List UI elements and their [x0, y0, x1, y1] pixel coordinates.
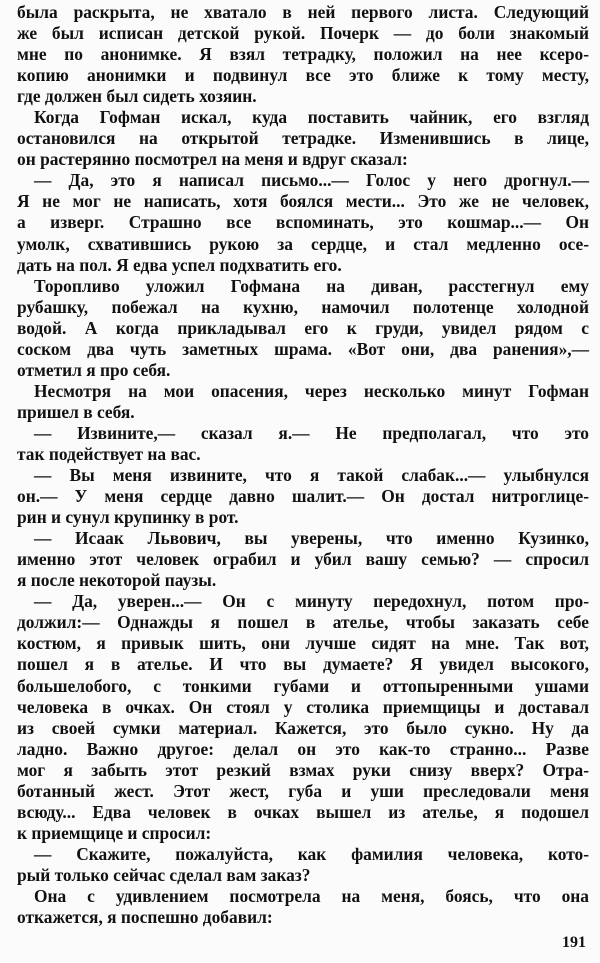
text-line: же был исписан детской рукой. Почерк — до боли знакомый [17, 23, 589, 44]
text-line: ладно. Важно другое: делал он это как-то странно... Разве [17, 738, 589, 759]
text-line: а изверг. Страшно все вспоминать, это кошмар...— Он [17, 212, 589, 233]
text-line: остановился на открытой тетрадке. Изменившись в лице, [17, 128, 589, 149]
text-line: из своей сумки материал. Кажется, это было сукно. Ну да [17, 717, 589, 738]
text-line: большелобого, с тонкими губами и оттопыренными ушами [17, 675, 589, 696]
page-number: 191 [562, 934, 586, 951]
text-line: рый только сейчас сделал вам заказ? [17, 864, 311, 885]
text-line: где должен был сидеть хозяин. [17, 86, 257, 107]
text-line: всюду... Едва человек в очках вышел из ателье, я подошел [17, 801, 589, 822]
text-line: соском два чуть заметных шрама. «Вот они, два ранения»,— [17, 338, 589, 359]
text-line: пошел я в ателье. И что вы думаете? Я увидел высокого, [17, 654, 589, 675]
text-line: к приемщице и спросил: [17, 822, 212, 843]
body-text [17, 2, 589, 928]
text-line: костюм, я привык шить, они лучше сидят на мне. Так вот, [17, 633, 589, 654]
text-line: рубашку, побежал на кухню, намочил полотенце холодной [17, 296, 589, 317]
text-line: — Да, это я написал письмо...— Голос у него дрогнул.— [34, 170, 589, 191]
text-line: я после некоторой паузы. [17, 570, 217, 591]
text-line: мог я забыть этот резкий взмах руки снизу вверх? Отра- [17, 759, 589, 780]
text-line: — Вы меня извините, что я такой слабак...— улыбнулся [34, 465, 589, 486]
text-line: откажется, я поспешно добавил: [17, 907, 273, 928]
text-line: он растерянно посмотрел на меня и вдруг сказал: [17, 149, 408, 170]
text-line: должил:— Однажды я пошел в ателье, чтобы заказать себе [17, 612, 589, 633]
text-line: копию анонимки и подвинул все это ближе к тому месту, [17, 65, 589, 86]
text-line: — Да, уверен...— Он с минуту передохнул, потом про- [34, 591, 589, 612]
text-line: Я не мог не написать, хотя боялся мести... Это же не человек, [17, 191, 589, 212]
text-line: человека в очках. Он стоял у столика приемщицы и доставал [17, 696, 589, 717]
text-line: именно этот человек ограбил и убил вашу семью? — спросил [17, 549, 589, 570]
text-line: так подействует на вас. [17, 443, 201, 464]
text-line: Несмотря на мои опасения, через несколько минут Гофман [34, 380, 589, 401]
text-line: Когда Гофман искал, куда поставить чайник, его взгляд [34, 107, 589, 128]
text-line: была раскрыта, не хватало в ней первого листа. Следующий [17, 2, 589, 22]
text-line: рин и сунул крупинку в рот. [17, 507, 239, 528]
text-line: ботанный жест. Этот жест, губа и уши преследовали меня [17, 780, 589, 801]
text-line: — Извините,— сказал я.— Не предполагал, что это [34, 422, 589, 443]
text-line: пришел в себя. [17, 401, 135, 422]
text-line: отметил я про себя. [17, 359, 171, 380]
text-line: Она с удивлением посмотрела на меня, боясь, что она [34, 885, 589, 906]
text-line: умолк, схватившись рукою за сердце, и стал медленно осе- [17, 233, 589, 254]
text-line: — Исаак Львович, вы уверены, что именно Кузинко, [34, 528, 589, 549]
text-line: водой. А когда прикладывал его к груди, увидел рядом с [17, 317, 589, 338]
text-line: — Скажите, пожалуйста, как фамилия человека, кото- [34, 843, 589, 864]
text-line: он.— У меня сердце давно шалит.— Он достал нитроглице- [17, 486, 589, 507]
text-line: Торопливо уложил Гофмана на диван, расстегнул ему [34, 275, 589, 296]
text-line: дать на пол. Я едва успел подхватить его. [17, 254, 342, 275]
text-line: мне по анонимке. Я взял тетрадку, положил на нее ксеро- [17, 44, 589, 65]
